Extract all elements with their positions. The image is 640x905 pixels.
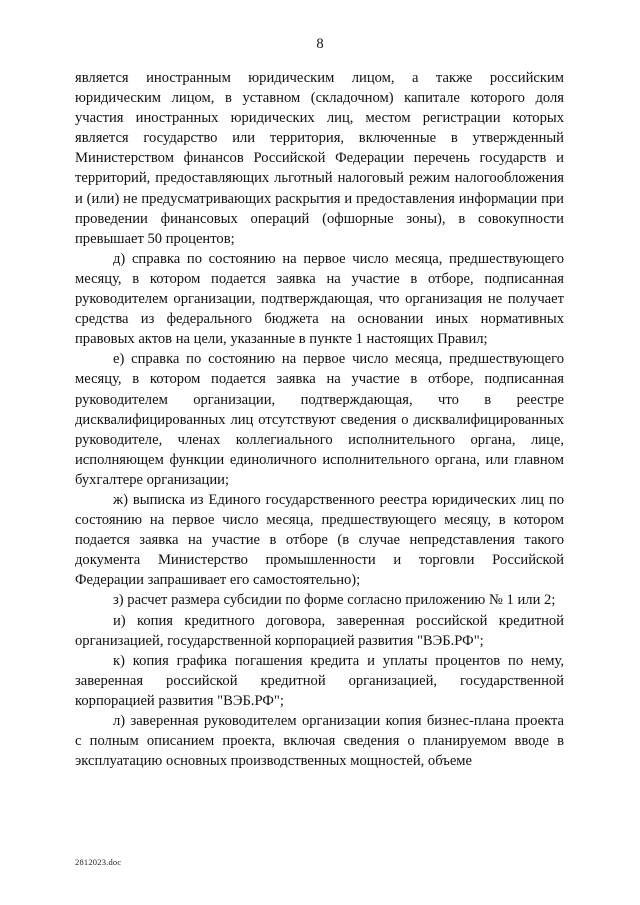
paragraph-continuation: является иностранным юридическим лицом, а также российским юридическим лицом, в уставном (складочном) капитале которого доля участия иностранных юридических лиц, местом регистрации которых является государство или территория, включенные в утвержденный Министерством финансов Российской Федерации перечень государств и территорий, предоставляющих льготный налоговый режим налогообложения и (или) не предусматривающих раскрытия и предоставления информации при проведении финансовых операций (офшорные зоны), в совокупности превышает 50 процентов; xyxy=(75,70,564,247)
document-body xyxy=(75,68,564,771)
paragraph-item-zh: ж) выписка из Единого государственного реестра юридических лиц по состоянию на первое число месяца, предшествующего месяцу, в котором подается заявка на участие в отборе (в случае непредставления такого документа Министерство промышленности и торговли Российской Федерации запрашивает его самостоятельно); xyxy=(75,491,564,589)
page-number: 8 xyxy=(316,36,324,52)
paragraph-item-e: е) справка по состоянию на первое число месяца, предшествующего месяцу, в котором подается заявка на участие в отборе, подписанная руководителем организации, подтверждающая, что в реестре дисквалифицированных лиц отсутствуют сведения о дисквалифицированных руководителе, членах коллегиального исполнительного органа, лице, исполняющем функции единоличного исполнительного органа, или главном бухгалтере организации; xyxy=(75,351,564,488)
footer-document-code: 2812023.doc xyxy=(75,857,122,867)
paragraph-item-i: и) копия кредитного договора, заверенная российской кредитной организацией, государственной корпорацией развития "ВЭБ.РФ"; xyxy=(75,612,564,649)
paragraph-item-l: л) заверенная руководителем организации копия бизнес-плана проекта с полным описанием проекта, включая сведения о планируемом вводе в эксплуатацию основных производственных мощностей, объеме xyxy=(75,713,564,770)
paragraph-item-z: з) расчет размера субсидии по форме согласно приложению № 1 или 2; xyxy=(113,592,556,609)
paragraph-item-k: к) копия графика погашения кредита и уплаты процентов по нему, заверенная российской кредитной организацией, государственной корпорацией развития "ВЭБ.РФ"; xyxy=(75,652,564,709)
paragraph-item-d: д) справка по состоянию на первое число месяца, предшествующего месяцу, в котором подается заявка на участие в отборе, подписанная руководителем организации, подтверждающая, что организация не получает средства из федерального бюджета на основании иных нормативных правовых актов на цели, указанные в пункте 1 настоящих Правил; xyxy=(75,250,564,348)
